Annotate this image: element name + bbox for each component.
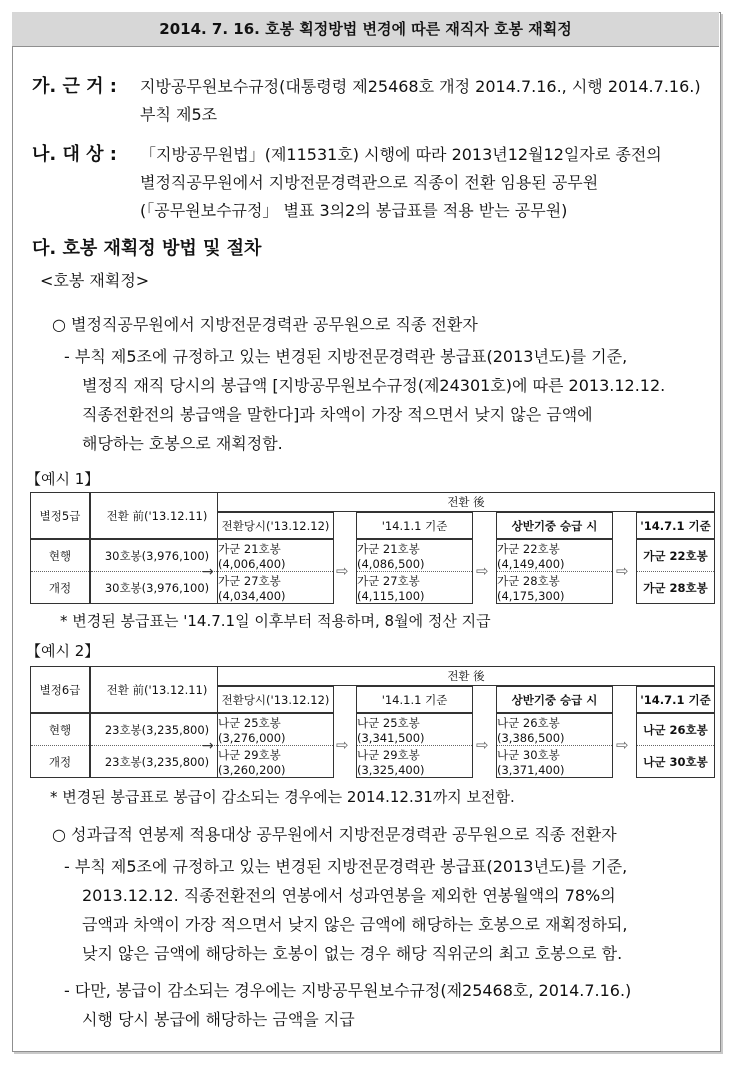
section-na-line3: (「공무원보수규정」 별표 3의2의 봉급표를 적용 받는 공무원) — [140, 201, 568, 220]
example2-col3-values — [496, 713, 613, 778]
part1-line4: 해당하는 호봉으로 재획정함. — [82, 434, 283, 453]
example1-row1-c1: 가군 21호봉(4,006,400) — [218, 541, 286, 571]
example2-grade: 별정6급 — [30, 666, 90, 713]
example1-row1-before: 30호봉(3,976,100) — [104, 548, 210, 563]
example2-labels — [30, 713, 90, 778]
example1-row2-label: 개정 — [31, 571, 89, 603]
example1-table — [30, 492, 715, 604]
example2-before-header: 전환 前('13.12.11) — [90, 666, 224, 713]
example2-row2-c1: 나군 29호봉(3,260,200) — [218, 745, 333, 777]
example2-after-header: 전환 後 — [217, 666, 715, 686]
example2-col2: '14.1.1 기준 — [356, 686, 473, 713]
example1-note: * 변경된 봉급표는 '14.7.1일 이후부터 적용하며, 8월에 정산 지급 — [60, 612, 491, 630]
section-na-line1: 「지방공무원법」(제11531호) 시행에 따라 2013년12월12일자로 종전의 — [140, 145, 662, 164]
section-ga-line2: 부칙 제5조 — [140, 105, 218, 124]
arrow-icon: → — [202, 738, 214, 754]
example2-note: * 변경된 봉급표로 봉급이 감소되는 경우에는 2014.12.31까지 보전함. — [50, 788, 515, 806]
example1-row2-c1: 가군 27호봉(4,034,400) — [218, 571, 333, 603]
example2-col2-values — [356, 713, 473, 778]
example2-col3: 상반기중 승급 시 — [496, 686, 613, 713]
example2-col1-values — [217, 713, 334, 778]
part2-line4: 낮지 않은 금액에 해당하는 호봉이 없는 경우 해당 직위군의 최고 호봉으로 함. — [82, 944, 623, 963]
example1-row1-label: 현행 — [48, 548, 72, 563]
example2-row1-c3: 나군 26호봉(3,386,500) — [497, 715, 565, 745]
example2-col4: '14.7.1 기준 — [636, 686, 715, 713]
part1-bullet: ○ 별정직공무원에서 지방전문경력관 공무원으로 직종 전환자 — [52, 315, 478, 334]
arrow-icon: → — [202, 564, 214, 580]
part1-line1: - 부칙 제5조에 규정하고 있는 변경된 지방전문경력관 봉급표(2013년도)를 기준, — [64, 347, 628, 366]
part2-line3: 금액과 차액이 가장 적으면서 낮지 않은 금액에 해당하는 호봉으로 재획정하되, — [82, 915, 628, 934]
example1-after-header: 전환 後 — [217, 492, 715, 512]
example2-row2-c4: 나군 30호봉 — [637, 745, 714, 777]
example1-col2: '14.1.1 기준 — [356, 512, 473, 539]
example1-col4-values — [636, 539, 715, 604]
example2-row2-c3: 나군 30호봉(3,371,400) — [497, 745, 612, 777]
part2-line1: - 부칙 제5조에 규정하고 있는 변경된 지방전문경력관 봉급표(2013년도)를 기준, — [64, 857, 628, 876]
example2-row1-label: 현행 — [48, 722, 72, 737]
hollow-arrow-icon: ⇨ — [336, 736, 349, 754]
section-ga-label: 가. 근 거 : — [32, 76, 117, 97]
example1-row2-c2: 가군 27호봉(4,115,100) — [357, 571, 472, 603]
part2-line6: 시행 당시 봉급에 해당하는 금액을 지급 — [82, 1010, 355, 1029]
example2-row2-c2: 나군 29호봉(3,325,400) — [357, 745, 472, 777]
example2-row2-label: 개정 — [31, 745, 89, 777]
example1-col1-values — [217, 539, 334, 604]
example2-row1-before: 23호봉(3,235,800) — [104, 722, 210, 737]
hollow-arrow-icon: ⇨ — [616, 562, 629, 580]
part1-line2: 별정직 재직 당시의 봉급액 [지방공무원보수규정(제24301호)에 따른 2013.12.12. — [82, 376, 666, 395]
hollow-arrow-icon: ⇨ — [336, 562, 349, 580]
part2-bullet: ○ 성과급적 연봉제 적용대상 공무원에서 지방전문경력관 공무원으로 직종 전환자 — [52, 825, 617, 844]
example1-col3-values — [496, 539, 613, 604]
hollow-arrow-icon: ⇨ — [476, 562, 489, 580]
example2-row1-c1: 나군 25호봉(3,276,000) — [218, 715, 286, 745]
section-na-label: 나. 대 상 : — [32, 144, 117, 165]
hollow-arrow-icon: ⇨ — [476, 736, 489, 754]
part2-line2: 2013.12.12. 직종전환전의 연봉에서 성과연봉을 제외한 연봉월액의 78%의 — [82, 886, 616, 905]
example1-grade: 별정5급 — [30, 492, 90, 539]
example2-table — [30, 666, 715, 778]
example2-row2-before: 23호봉(3,235,800) — [91, 745, 223, 777]
example1-labels — [30, 539, 90, 604]
example1-col4: '14.7.1 기준 — [636, 512, 715, 539]
example1-col2-values — [356, 539, 473, 604]
section-ga-line1: 지방공무원보수규정(대통령령 제25468호 개정 2014.7.16., 시행 2014.7.16.) — [140, 77, 701, 96]
example1-row2-c3: 가군 28호봉(4,175,300) — [497, 571, 612, 603]
example1-row1-c3: 가군 22호봉(4,149,400) — [497, 541, 565, 571]
example2-label: 【예시 2】 — [26, 642, 100, 660]
example1-col3: 상반기중 승급 시 — [496, 512, 613, 539]
section-da-sub: <호봉 재획정> — [40, 271, 150, 290]
section-da-label: 다. 호봉 재획정 방법 및 절차 — [32, 238, 262, 259]
example2-row1-c4: 나군 26호봉 — [643, 722, 708, 737]
example1-label: 【예시 1】 — [26, 470, 100, 488]
example2-col4-values — [636, 713, 715, 778]
part2-line5: - 다만, 봉급이 감소되는 경우에는 지방공무원보수규정(제25468호, 2014.7.16.) — [64, 981, 632, 1000]
example1-row2-c4: 가군 28호봉 — [637, 571, 714, 603]
example1-row2-before: 30호봉(3,976,100) — [91, 571, 223, 603]
section-na-line2: 별정직공무원에서 지방전문경력관으로 직종이 전환 임용된 공무원 — [140, 173, 599, 192]
example2-col1: 전환당시('13.12.12) — [217, 686, 334, 713]
example1-row1-c2: 가군 21호봉(4,086,500) — [357, 541, 425, 571]
example1-col1: 전환당시('13.12.12) — [217, 512, 334, 539]
page-title: 2014. 7. 16. 호봉 획정방법 변경에 따른 재직자 호봉 재획정 — [12, 12, 719, 47]
example1-before-header: 전환 前('13.12.11) — [90, 492, 224, 539]
example1-row1-c4: 가군 22호봉 — [643, 548, 708, 563]
part1-line3: 직종전환전의 봉급액을 말한다]과 차액이 가장 적으면서 낮지 않은 금액에 — [82, 405, 593, 424]
hollow-arrow-icon: ⇨ — [616, 736, 629, 754]
example2-row1-c2: 나군 25호봉(3,341,500) — [357, 715, 425, 745]
